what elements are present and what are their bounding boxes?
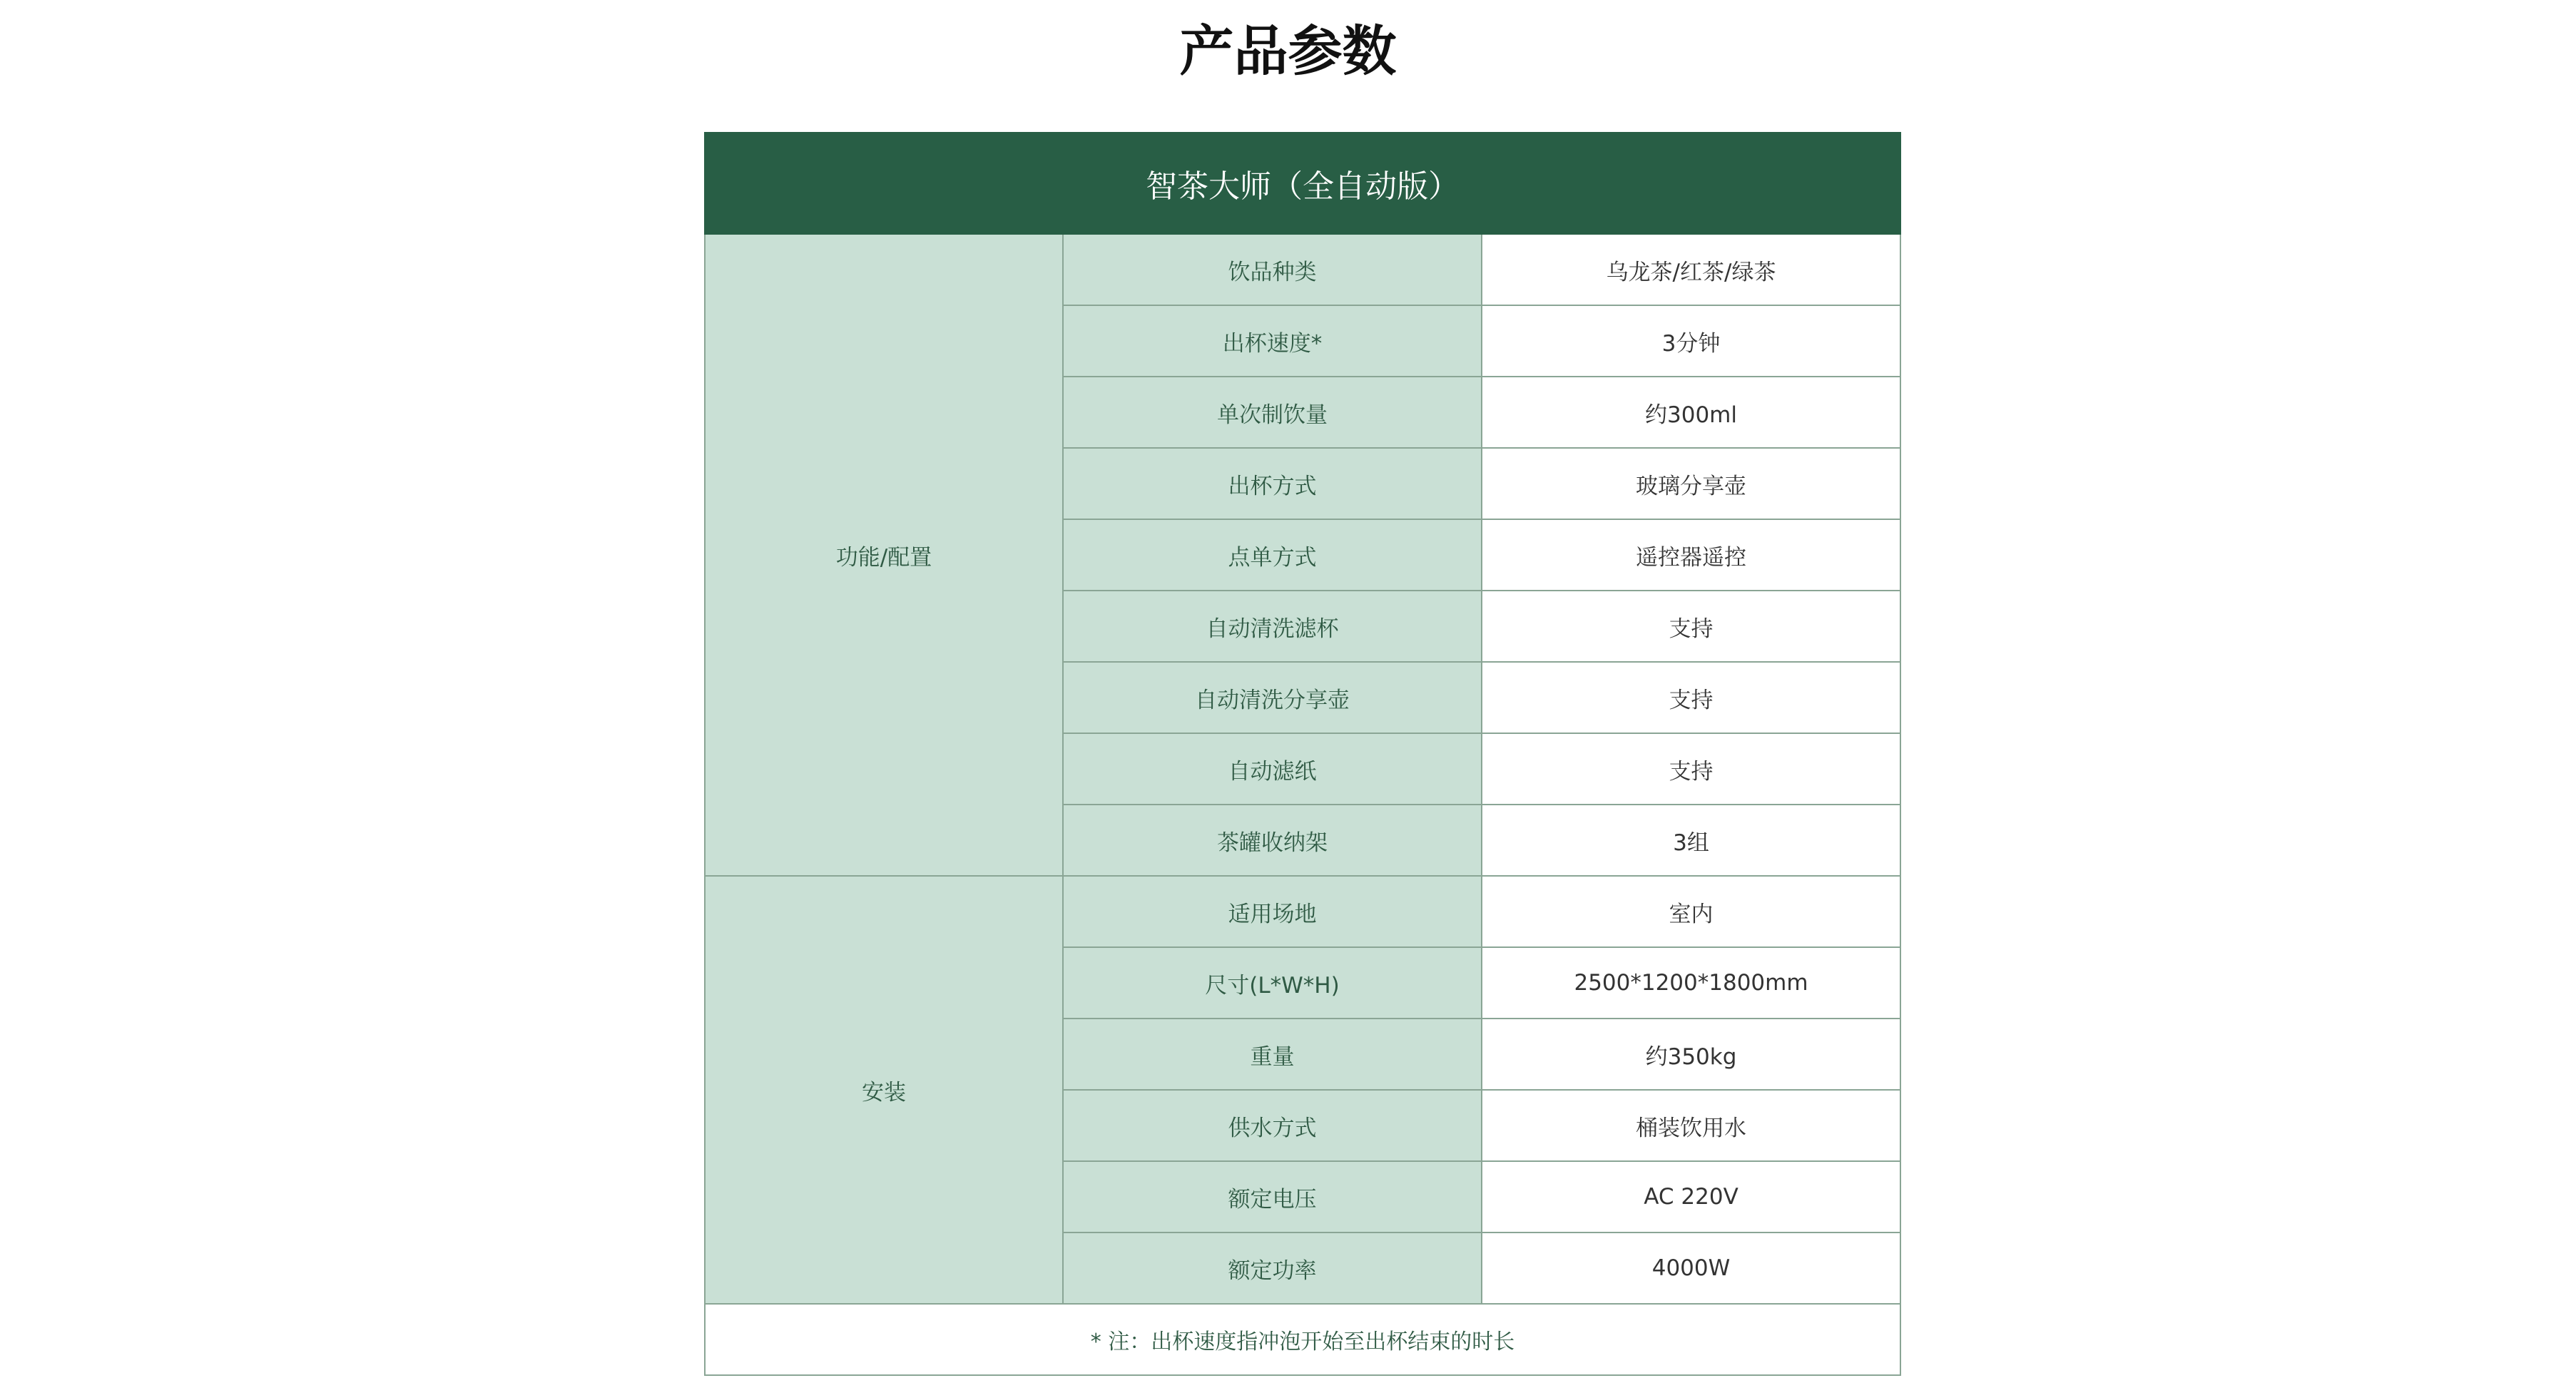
spec-label: 尺寸(L*W*H) xyxy=(1063,947,1482,1019)
spec-value: 3分钟 xyxy=(1482,305,1900,377)
category-cell: 安装 xyxy=(705,876,1063,1304)
spec-value: 约350kg xyxy=(1482,1019,1900,1090)
spec-label: 点单方式 xyxy=(1063,519,1482,591)
spec-value: 支持 xyxy=(1482,591,1900,662)
spec-value: 桶装饮用水 xyxy=(1482,1090,1900,1161)
spec-label: 出杯速度* xyxy=(1063,305,1482,377)
spec-value: 支持 xyxy=(1482,662,1900,733)
spec-label: 饮品种类 xyxy=(1063,234,1482,305)
spec-value: 遥控器遥控 xyxy=(1482,519,1900,591)
table-row xyxy=(705,234,1900,305)
spec-value: 玻璃分享壶 xyxy=(1482,448,1900,519)
footnote-row xyxy=(705,1304,1900,1375)
spec-value: 室内 xyxy=(1482,876,1900,947)
spec-label: 额定功率 xyxy=(1063,1233,1482,1304)
table-row xyxy=(705,876,1900,947)
product-header-row xyxy=(705,133,1900,234)
spec-label: 重量 xyxy=(1063,1019,1482,1090)
spec-table xyxy=(704,132,1901,1376)
spec-label: 额定电压 xyxy=(1063,1161,1482,1233)
spec-label: 单次制饮量 xyxy=(1063,377,1482,448)
spec-value: AC 220V xyxy=(1482,1161,1900,1233)
spec-value: 乌龙茶/红茶/绿茶 xyxy=(1482,234,1900,305)
spec-label: 茶罐收纳架 xyxy=(1063,805,1482,876)
spec-label: 自动清洗滤杯 xyxy=(1063,591,1482,662)
spec-value: 4000W xyxy=(1482,1233,1900,1304)
spec-label: 自动滤纸 xyxy=(1063,733,1482,805)
spec-label: 供水方式 xyxy=(1063,1090,1482,1161)
product-name: 智茶大师（全自动版） xyxy=(705,133,1900,234)
spec-value: 支持 xyxy=(1482,733,1900,805)
spec-body xyxy=(705,234,1900,1375)
spec-value: 2500*1200*1800mm xyxy=(1482,947,1900,1019)
page-title: 产品参数 xyxy=(1179,19,1397,83)
spec-value: 约300ml xyxy=(1482,377,1900,448)
category-cell: 功能/配置 xyxy=(705,234,1063,876)
spec-value: 3组 xyxy=(1482,805,1900,876)
footnote: * 注：出杯速度指冲泡开始至出杯结束的时长 xyxy=(705,1304,1900,1375)
spec-label: 自动清洗分享壶 xyxy=(1063,662,1482,733)
spec-label: 适用场地 xyxy=(1063,876,1482,947)
spec-label: 出杯方式 xyxy=(1063,448,1482,519)
